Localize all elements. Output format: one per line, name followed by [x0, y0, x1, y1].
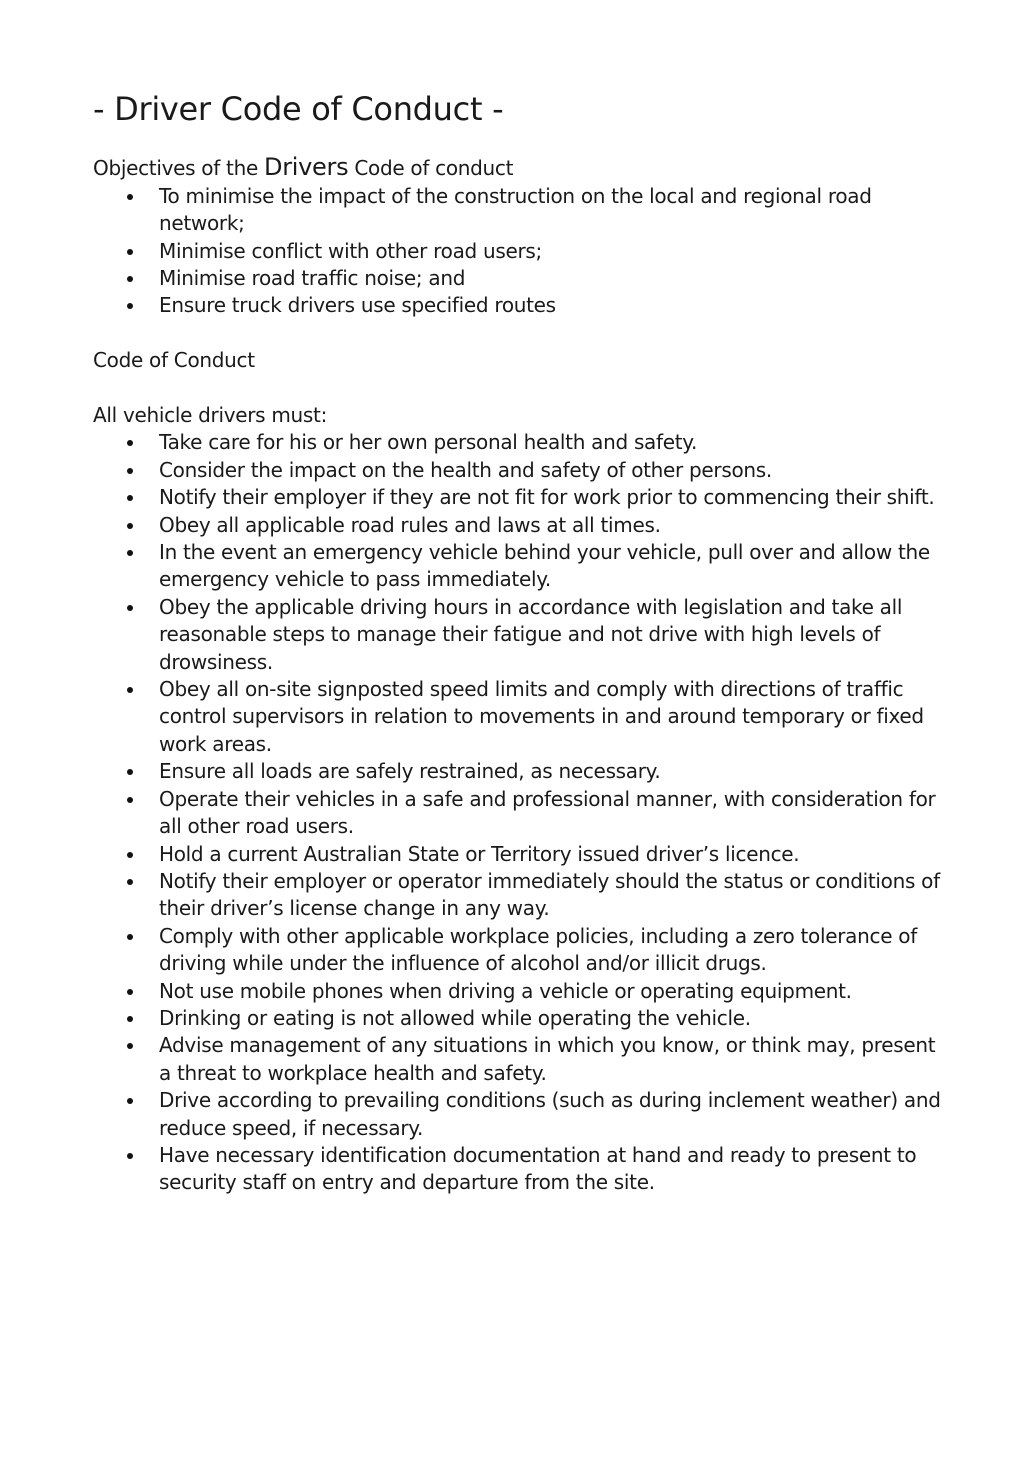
bullet-icon: [127, 1016, 133, 1022]
objective-text: To minimise the impact of the construction on the local and regional road network;: [159, 183, 872, 236]
bullet-icon: [127, 1043, 133, 1049]
list-item: [93, 841, 953, 868]
rule-text: Drive according to prevailing conditions (such as during inclement weather) and reduce speed, if necessary.: [159, 1088, 941, 1140]
bullet-icon: [127, 797, 133, 803]
document-title: - Driver Code of Conduct -: [93, 90, 504, 128]
bullet-icon: [127, 276, 133, 282]
rule-text: Have necessary identification documentation at hand and ready to present to security staff on entry and departure from the site.: [159, 1142, 917, 1195]
list-item: [93, 238, 953, 265]
rule-text: Take care for his or her own personal health and safety.: [159, 430, 698, 455]
bullet-icon: [127, 468, 133, 474]
bullet-icon: [127, 989, 133, 995]
rule-text: Obey all on-site signposted speed limits and comply with directions of traffic control supervisors in relation to movements in and around temporary or fixed work areas.: [159, 677, 924, 756]
rule-text: Notify their employer if they are not fit for work prior to commencing their shift.: [159, 485, 935, 510]
bullet-icon: [127, 1153, 133, 1159]
objectives-list: [93, 183, 953, 320]
bullet-icon: [127, 495, 133, 501]
bullet-icon: [127, 550, 133, 556]
bullet-icon: [127, 769, 133, 775]
rule-text: Consider the impact on the health and safety of other persons.: [159, 457, 772, 482]
list-item: [93, 265, 953, 292]
bullet-icon: [127, 934, 133, 940]
rules-list: [93, 429, 953, 1196]
list-item: [93, 923, 953, 978]
objective-text: Ensure truck drivers use specified routes: [159, 293, 556, 318]
rule-text: Not use mobile phones when driving a vehicle or operating equipment.: [159, 978, 852, 1003]
rule-text: Advise management of any situations in which you know, or think may, present a threat to workplace health and safety.: [159, 1033, 936, 1085]
list-item: [93, 292, 953, 319]
bullet-icon: [127, 605, 133, 611]
list-item: [93, 1087, 953, 1142]
list-item: [93, 484, 953, 511]
list-item: [93, 676, 953, 758]
bullet-icon: [127, 249, 133, 255]
objective-text: Minimise road traffic noise; and: [159, 266, 466, 291]
list-item: [93, 512, 953, 539]
objectives-heading: [93, 154, 953, 182]
list-item: [93, 429, 953, 456]
bullet-icon: [127, 879, 133, 885]
bullet-icon: [127, 523, 133, 529]
rule-text: In the event an emergency vehicle behind your vehicle, pull over and allow the emergency vehicle to pass immediately.: [159, 540, 930, 592]
list-item: [93, 786, 953, 841]
spacer: [93, 375, 953, 402]
bullet-icon: [127, 194, 133, 200]
rule-text: Hold a current Australian State or Territory issued driver’s licence.: [159, 841, 800, 866]
bullet-icon: [127, 440, 133, 446]
document-page: [93, 90, 953, 1197]
list-item: [93, 1142, 953, 1197]
bullet-icon: [127, 852, 133, 858]
bullet-icon: [127, 303, 133, 309]
list-item: [93, 1005, 953, 1032]
code-of-conduct-heading: Code of Conduct: [93, 348, 255, 373]
objectives-heading-suffix: Code of conduct: [348, 156, 514, 181]
list-item: [93, 978, 953, 1005]
objectives-heading-emphasis: Drivers: [264, 153, 349, 182]
rule-text: Obey all applicable road rules and laws at all times.: [159, 512, 661, 537]
bullet-icon: [127, 687, 133, 693]
list-item: [93, 868, 953, 923]
rule-text: Obey the applicable driving hours in accordance with legislation and take all reasonable steps to manage their fatigue and not drive with high levels of drowsiness.: [159, 594, 903, 674]
list-item: [93, 758, 953, 785]
list-item: [93, 183, 953, 238]
list-item: [93, 539, 953, 594]
list-item: [93, 457, 953, 484]
rule-text: Notify their employer or operator immediately should the status or conditions of their driver’s license change in any way.: [159, 868, 940, 921]
objective-text: Minimise conflict with other road users;: [159, 238, 542, 263]
rule-text: Ensure all loads are safely restrained, as necessary.: [159, 759, 661, 784]
rule-text: Operate their vehicles in a safe and professional manner, with consideration for all other road users.: [159, 786, 936, 839]
objectives-heading-prefix: Objectives of the: [93, 156, 265, 181]
list-item: [93, 1032, 953, 1087]
rule-text: Drinking or eating is not allowed while operating the vehicle.: [159, 1005, 751, 1030]
rule-text: Comply with other applicable workplace policies, including a zero tolerance of driving while under the influence of alcohol and/or illicit drugs.: [159, 923, 917, 976]
list-item: [93, 594, 953, 676]
drivers-intro: All vehicle drivers must:: [93, 403, 328, 428]
spacer: [93, 320, 953, 347]
bullet-icon: [127, 1098, 133, 1104]
